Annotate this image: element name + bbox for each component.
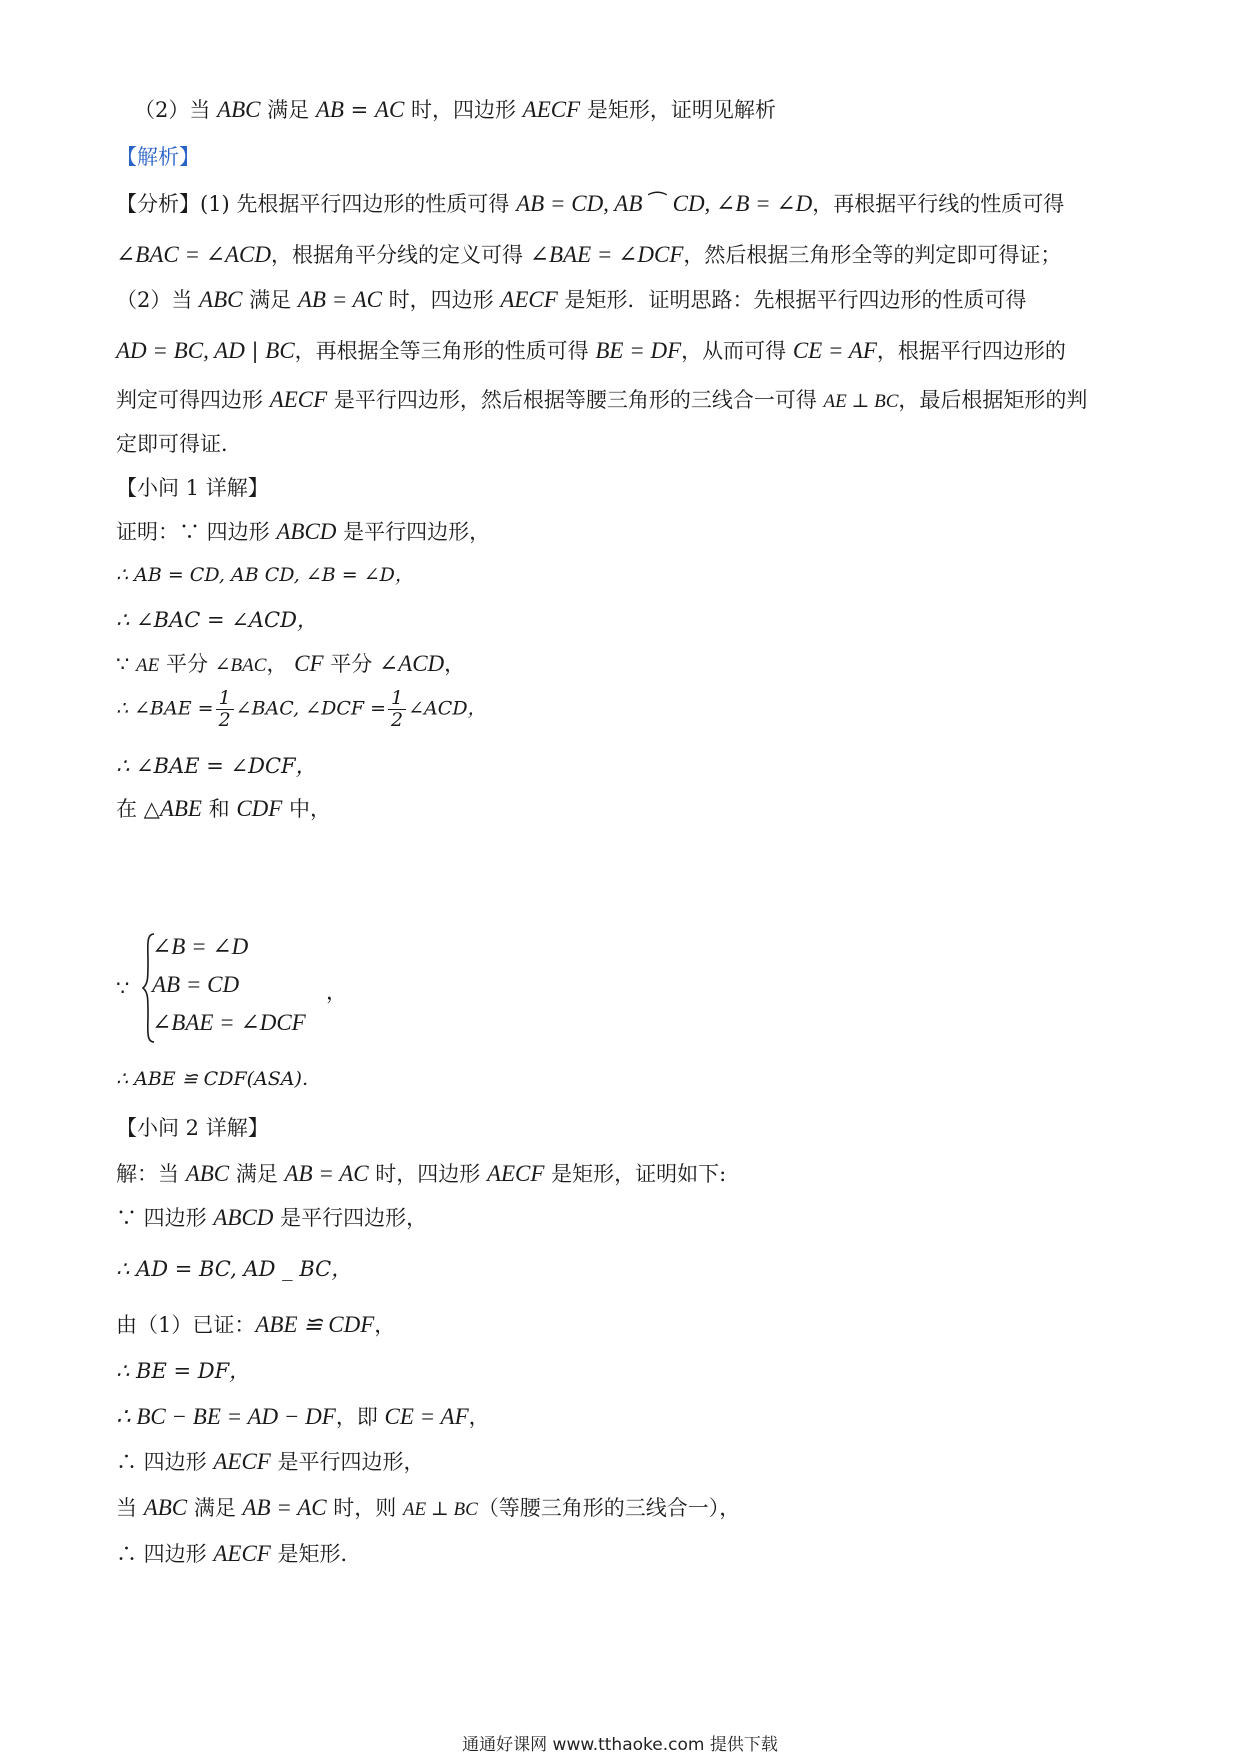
page-footer: 通通好课网 www.tthaoke.com 提供下载 <box>462 1735 778 1755</box>
analysis-line-5: 判定可得四边形 AECF 是平行四边形，然后根据等腰三角形的三线合一可得 AE ⊥ BC，最后根据矩形的判 <box>116 387 1088 412</box>
q2-heading: 【小问 2 详解】 <box>116 1116 269 1140</box>
q1-line-1: 证明：∵ 四边形 ABCD 是平行四边形， <box>116 519 491 544</box>
jiexi-heading: 【解析】 <box>116 145 200 169</box>
q1-line-4: ∵ AE 平分 ∠BAC， CF 平分 ∠ACD， <box>116 651 466 676</box>
q2-line-2: ∵ 四边形 ABCD 是平行四边形， <box>116 1205 428 1230</box>
analysis-line-4: AD = BC, AD | BC，再根据全等三角形的性质可得 BE = DF，从而可得 CE = AF，根据平行四边形的 <box>116 338 1066 363</box>
condition-row-3: ∠BAE = ∠DCF <box>152 1010 306 1035</box>
condition-row-1: ∠B = ∠D <box>152 934 249 959</box>
q1-conclusion: ∴ ABE ≌ CDF(ASA)． <box>116 1068 321 1090</box>
q1-line-3: ∴ ∠BAC = ∠ACD， <box>116 608 318 632</box>
q1-line-5: ∴ ∠BAE = $\frac{1}{2}$ ∠BAC, ∠DCF = $\frac{1}{2}$ ∠ACD， <box>116 687 487 731</box>
q1-line-2: ∴ AB = CD, AB CD, ∠B = ∠D， <box>116 564 414 586</box>
q1-line-7: 在 △ABE 和 CDF 中， <box>116 796 332 821</box>
q2-line-8: 当 ABC 满足 AB = AC 时，则 AE ⊥ BC（等腰三角形的三线合一）， <box>116 1495 741 1520</box>
answer-2-line: （2）当 ABC 满足 AB = AC 时，四边形 AECF 是矩形，证明见解析 <box>134 97 776 122</box>
analysis-line-2: ∠BAC = ∠ACD，根据角平分线的定义可得 ∠BAE = ∠DCF，然后根据三角形全等的判定即可得证； <box>116 242 1062 267</box>
fraction-half-1: $\frac{1}{2}$ <box>216 688 234 731</box>
q2-line-6: ∴ BC − BE = AD − DF，即 CE = AF， <box>116 1404 490 1429</box>
condition-row-2: AB = CD <box>152 972 240 997</box>
q1-heading: 【小问 1 详解】 <box>116 476 269 500</box>
analysis-line-3: （2）当 ABC 满足 AB = AC 时，四边形 AECF 是矩形．证明思路：先根据平行四边形的性质可得 <box>116 287 1027 312</box>
analysis-line-6: 定即可得证． <box>116 432 242 456</box>
q2-line-1: 解：当 ABC 满足 AB = AC 时，四边形 AECF 是矩形，证明如下: <box>116 1161 727 1186</box>
parallel-symbol: ⁀ <box>642 192 673 216</box>
congruence-conditions: ∵ ∠B = ∠D AB = CD ∠BAE = ∠DCF ， <box>116 932 376 1052</box>
because-symbol: ∵ <box>116 976 130 1000</box>
q2-line-9: ∴ 四边形 AECF 是矩形． <box>116 1541 362 1566</box>
q1-line-6: ∴ ∠BAE = ∠DCF， <box>116 754 317 778</box>
q2-line-4: 由（1）已证：ABE ≌ CDF， <box>116 1312 396 1337</box>
fraction-half-2: $\frac{1}{2}$ <box>388 688 406 731</box>
q2-line-3: ∴ AD = BC, AD _ BC， <box>116 1257 353 1281</box>
analysis-line-1: 【分析】(1) 先根据平行四边形的性质可得 AB = CD, AB ⁀ CD, ∠B = ∠D，再根据平行线的性质可得 <box>116 191 1065 216</box>
q2-line-5: ∴ BE = DF， <box>116 1359 251 1383</box>
q2-line-7: ∴ 四边形 AECF 是平行四边形， <box>116 1449 425 1474</box>
